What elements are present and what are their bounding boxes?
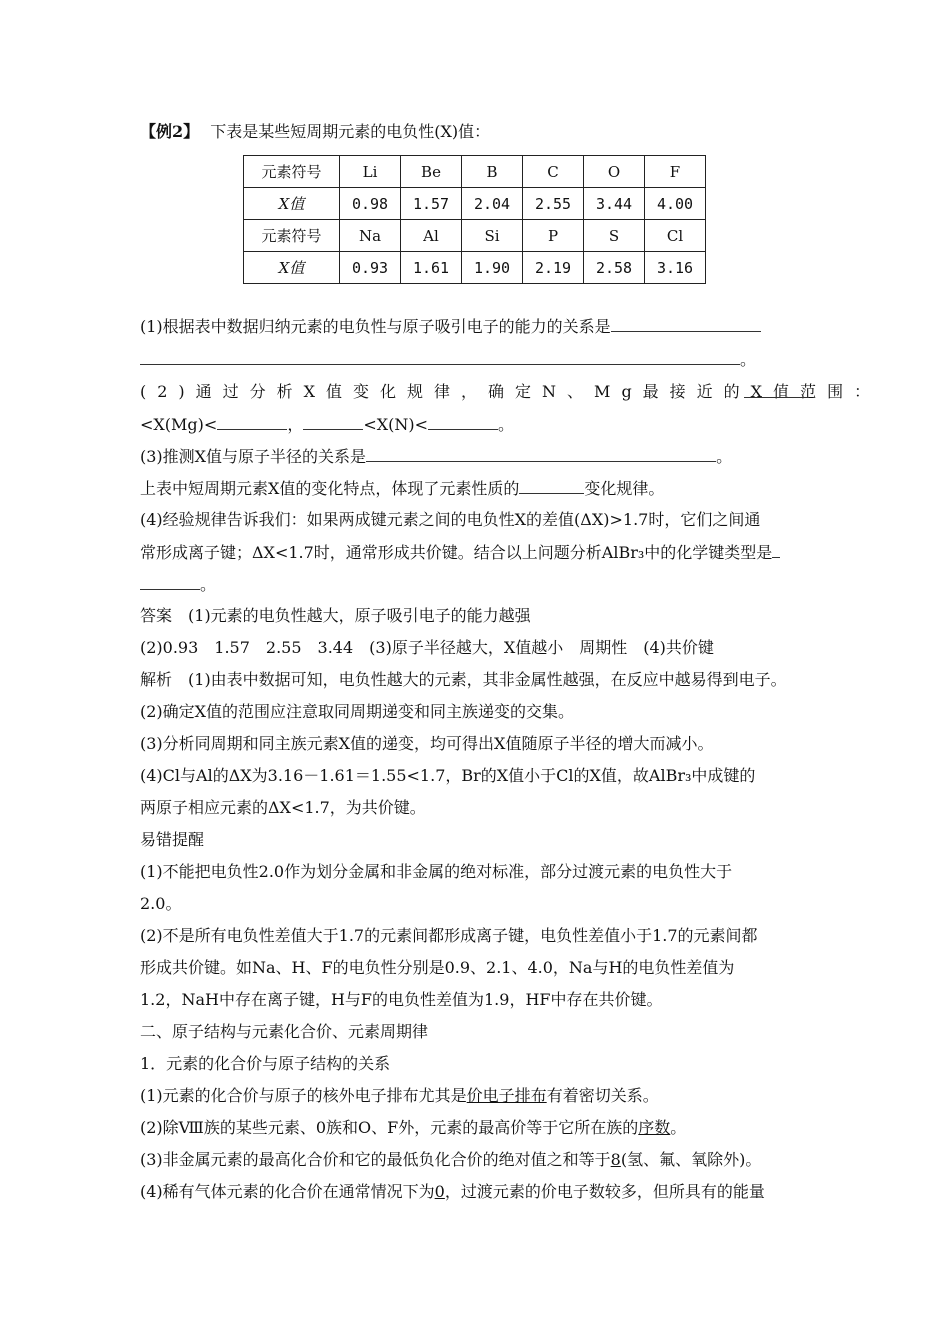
table-cell: 1.61 — [401, 252, 462, 284]
answer-blank — [519, 477, 584, 494]
question-4-line-1 — [140, 509, 760, 531]
item-text: (4)稀有气体元素的化合价在通常情况下为 — [140, 1182, 435, 1201]
table-cell: Li — [340, 156, 401, 188]
question-text: (4)经验规律告诉我们：如果两成键元素之间的电负性X的差值(ΔX)>1.7时，它们之间通 — [140, 510, 761, 529]
answer-line-1 — [140, 605, 531, 627]
section-2-item-2 — [140, 1117, 686, 1139]
question-text: ， — [287, 415, 304, 434]
table-cell: P — [523, 220, 584, 252]
row-header: 元素符号 — [244, 156, 340, 188]
analysis-text: (3)分析同周期和同主族元素X值的递变，均可得出X值随原子半径的增大而减小。 — [140, 734, 714, 753]
table-row — [244, 188, 706, 220]
question-end: 。 — [498, 415, 515, 434]
tip-2-line-3 — [140, 989, 663, 1011]
answer-line-2 — [140, 637, 714, 659]
section-2-subtitle — [140, 1053, 390, 1075]
answer-blank — [140, 573, 200, 590]
tip-text: 形成共价键。如Na、H、F的电负性分别是0.9、2.1、4.0，Na与H的电负性差值为 — [140, 958, 735, 977]
question-1-cont — [140, 348, 756, 371]
table-row — [244, 252, 706, 284]
table-cell: 2.19 — [523, 252, 584, 284]
answer-blank — [428, 413, 498, 430]
table-row — [244, 220, 706, 252]
item-text: (2)除Ⅷ族的某些元素、0族和O、F外，元素的最高价等于它所在族的 — [140, 1118, 639, 1137]
tip-1-line-2 — [140, 893, 181, 915]
answer-text: (1)元素的电负性越大，原子吸引电子的能力越强 — [188, 606, 531, 625]
section-heading: 二、原子结构与元素化合价、元素周期律 — [140, 1022, 429, 1041]
question-text: 上表中短周期元素X值的变化特点，体现了元素性质的 — [140, 479, 520, 498]
row-header: X值 — [244, 188, 340, 220]
question-text: 常形成离子键；ΔX<1.7时，通常形成共价键。结合以上问题分析AlBr₃中的化学键类型是 — [140, 543, 773, 562]
table-cell: O — [584, 156, 645, 188]
example-intro: 下表是某些短周期元素的电负性(X)值： — [210, 122, 491, 141]
answer-blank — [303, 413, 363, 430]
table-cell: B — [462, 156, 523, 188]
question-3 — [140, 445, 732, 468]
table-cell: C — [523, 156, 584, 188]
table-cell: 0.93 — [340, 252, 401, 284]
answer-blank — [217, 413, 287, 430]
question-end: 。 — [200, 575, 217, 594]
electronegativity-table — [243, 155, 706, 284]
item-text: ，过渡元素的价电子数较多，但所具有的能量 — [444, 1182, 765, 1201]
section-2-title — [140, 1021, 428, 1043]
analysis-line-2 — [140, 701, 574, 723]
item-text: (3)非金属元素的最高化合价和它的最低负化合价的绝对值之和等于 — [140, 1150, 611, 1169]
question-text: <X(N)< — [363, 415, 429, 434]
underlined-term: 价电子排布 — [466, 1086, 547, 1105]
answer-blank — [744, 381, 809, 398]
table-cell: Na — [340, 220, 401, 252]
question-end: 。 — [740, 350, 757, 369]
example-heading — [140, 121, 490, 143]
table-cell: 1.57 — [401, 188, 462, 220]
analysis-text: 两原子相应元素的ΔX<1.7，为共价键。 — [140, 798, 426, 817]
tip-1-line-1 — [140, 861, 732, 883]
analysis-line-4 — [140, 765, 755, 787]
item-text: 。 — [670, 1118, 687, 1137]
tip-2-line-2 — [140, 957, 734, 979]
row-header: X值 — [244, 252, 340, 284]
answer-text: (2)0.93 1.57 2.55 3.44 (3)原子半径越大，X值越小 周期性 (4)共价键 — [140, 638, 714, 657]
question-end: 。 — [716, 447, 733, 466]
question-4-line-3 — [140, 573, 216, 596]
tips-heading: 易错提醒 — [140, 830, 205, 849]
analysis-text: (4)Cl与Al的ΔX为3.16－1.61＝1.55<1.7，Br的X值小于Cl的X值，故AlBr₃中成键的 — [140, 766, 756, 785]
table-cell: S — [584, 220, 645, 252]
table-cell: 4.00 — [645, 188, 706, 220]
row-header: 元素符号 — [244, 220, 340, 252]
analysis-text: (1)由表中数据可知，电负性越大的元素，其非金属性越强，在反应中越易得到电子。 — [188, 670, 787, 689]
analysis-text: (2)确定X值的范围应注意取同周期递变和同主族递变的交集。 — [140, 702, 575, 721]
section-2-item-3 — [140, 1149, 761, 1171]
tip-text: 1.2，NaH中存在离子键，H与F的电负性差值为1.9，HF中存在共价键。 — [140, 990, 663, 1009]
tip-2-line-1 — [140, 925, 758, 947]
table-cell: Si — [462, 220, 523, 252]
answer-label: 答案 — [140, 606, 173, 625]
section-2-item-1 — [140, 1085, 659, 1107]
table-cell: 2.04 — [462, 188, 523, 220]
tip-text: 2.0。 — [140, 894, 182, 913]
question-3-cont — [140, 477, 664, 500]
tip-text: (1)不能把电负性2.0作为划分金属和非金属的绝对标准，部分过渡元素的电负性大于 — [140, 862, 733, 881]
analysis-line-3 — [140, 733, 713, 755]
question-text: <X(Mg)< — [140, 415, 218, 434]
table-cell: 2.55 — [523, 188, 584, 220]
subsection-heading: 1．元素的化合价与原子结构的关系 — [140, 1054, 391, 1073]
section-2-item-4 — [140, 1181, 765, 1203]
table-cell: 2.58 — [584, 252, 645, 284]
table-cell: Be — [401, 156, 462, 188]
table-row — [244, 156, 706, 188]
table-cell: Cl — [645, 220, 706, 252]
tips-title — [140, 829, 204, 851]
question-text: (2)通过分析X值变化规律，确定N、Mg最接近的X值范围： — [140, 382, 882, 401]
example-tag: 【例2】 — [140, 122, 200, 141]
question-text: (3)推测X值与原子半径的关系是 — [140, 447, 367, 466]
table-cell: Al — [401, 220, 462, 252]
question-1 — [140, 315, 761, 338]
table-cell: 3.44 — [584, 188, 645, 220]
answer-blank — [772, 541, 780, 558]
underlined-term: 8 — [610, 1150, 621, 1169]
table-cell: 0.98 — [340, 188, 401, 220]
answer-blank — [611, 315, 761, 332]
table-cell: 1.90 — [462, 252, 523, 284]
question-2-blank — [744, 381, 809, 404]
underlined-term: 0 — [434, 1182, 445, 1201]
question-text: 变化规律。 — [584, 479, 665, 498]
question-2-cont — [140, 413, 514, 436]
table-cell: 3.16 — [645, 252, 706, 284]
underlined-term: 序数 — [638, 1118, 671, 1137]
table-cell: F — [645, 156, 706, 188]
question-4-line-2 — [140, 541, 780, 564]
analysis-line-5 — [140, 797, 426, 819]
item-text: (1)元素的化合价与原子的核外电子排布尤其是 — [140, 1086, 467, 1105]
item-text: 有着密切关系。 — [546, 1086, 659, 1105]
analysis-label: 解析 — [140, 670, 173, 689]
answer-blank — [366, 445, 716, 462]
question-text: (1)根据表中数据归纳元素的电负性与原子吸引电子的能力的关系是 — [140, 317, 611, 336]
answer-blank — [140, 348, 740, 365]
item-text: (氢、氟、氧除外)。 — [620, 1150, 762, 1169]
tip-text: (2)不是所有电负性差值大于1.7的元素间都形成离子键，电负性差值小于1.7的元素间都 — [140, 926, 758, 945]
analysis-line-1 — [140, 669, 787, 691]
